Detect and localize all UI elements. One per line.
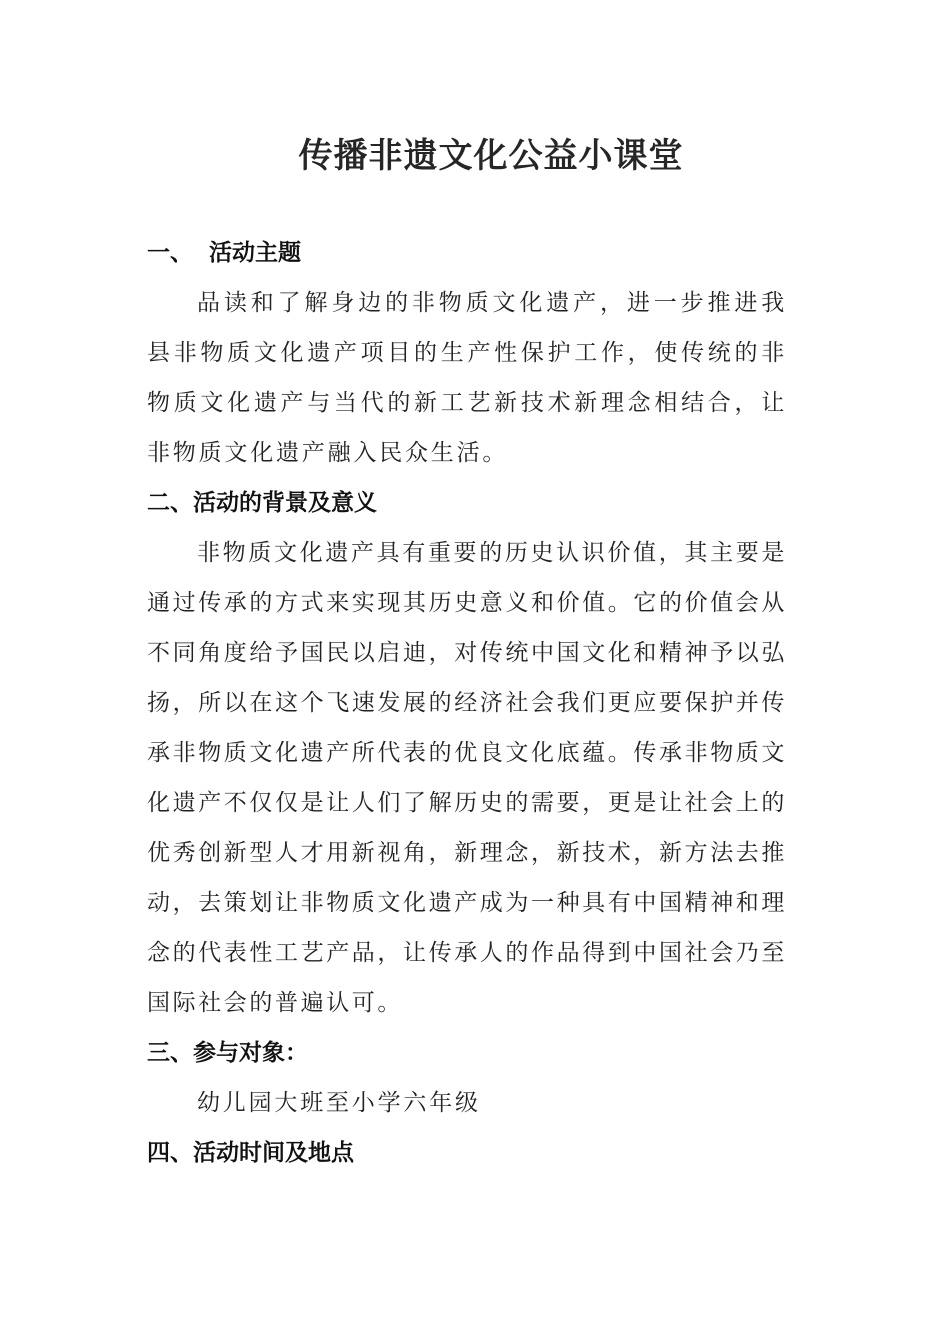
- section-participants: [147, 1028, 787, 1128]
- section-background: [147, 478, 787, 1028]
- section-heading: [147, 1028, 787, 1078]
- section-paragraph: 非物质文化遗产具有重要的历史认识价值，其主要是通过传承的方式来实现其历史意义和价值。它的价值会从不同角度给予国民以启迪，对传统中国文化和精神予以弘扬，所以在这个飞速发展的经济社会我们更应要保护并传承非物质文化遗产所代表的优良文化底蕴。传承非物质文化遗产不仅仅是让人们了解历史的需要，更是让社会上的优秀创新型人才用新视角，新理念，新技术，新方法去推动，去策划让非物质文化遗产成为一种具有中国精神和理念的代表性工艺产品，让传承人的作品得到中国社会乃至国际社会的普遍认可。: [147, 540, 787, 1016]
- section-title: 活动时间及地点: [193, 1139, 354, 1166]
- section-number: 三、: [147, 1039, 193, 1066]
- section-title: 活动主题: [209, 239, 301, 266]
- section-heading: [147, 478, 787, 528]
- section-time-place: [147, 1128, 787, 1178]
- section-number: 二、: [147, 489, 193, 516]
- section-number: 一、: [147, 239, 193, 266]
- section-paragraph: 幼儿园大班至小学六年级: [197, 1090, 481, 1116]
- section-title: 参与对象：: [193, 1039, 308, 1066]
- section-heading: [147, 1128, 787, 1178]
- document-body: [147, 228, 787, 1178]
- document-title: 传播非遗文化公益小课堂: [298, 136, 684, 176]
- section-theme: [147, 228, 787, 478]
- section-heading: [147, 228, 787, 278]
- section-title: 活动的背景及意义: [193, 489, 377, 516]
- section-number: 四、: [147, 1139, 193, 1166]
- section-paragraph: 品读和了解身边的非物质文化遗产，进一步推进我县非物质文化遗产项目的生产性保护工作，使传统的非物质文化遗产与当代的新工艺新技术新理念相结合，让非物质文化遗产融入民众生活。: [147, 290, 787, 466]
